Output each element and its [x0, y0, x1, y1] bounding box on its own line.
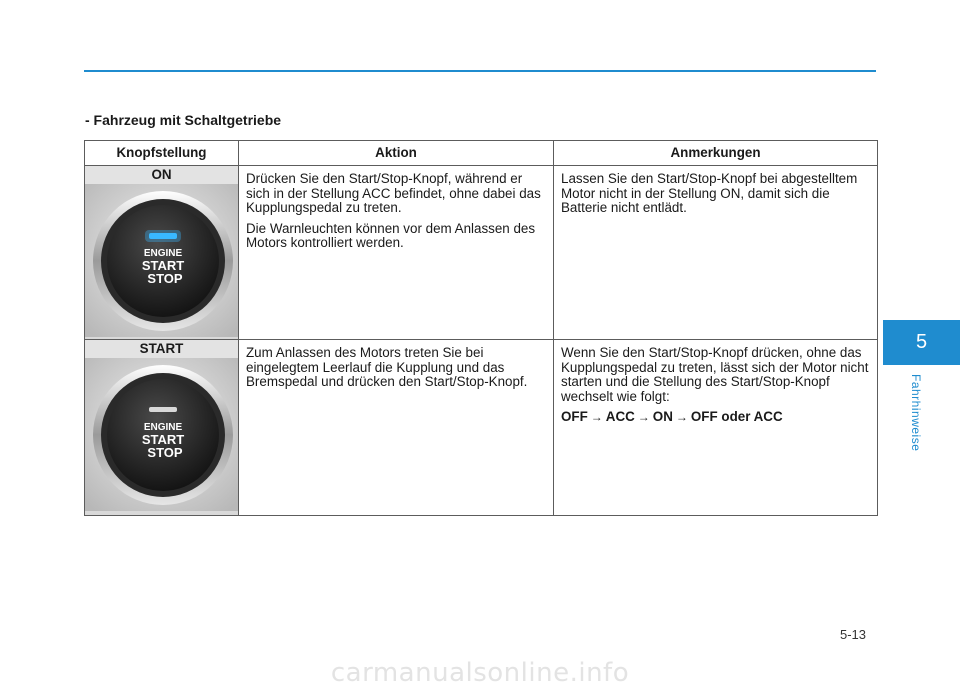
button-text-stop: STOP	[147, 271, 183, 286]
start-stop-button-image	[85, 184, 238, 337]
chapter-label: Fahrhinweise	[909, 374, 923, 452]
action-cell-on	[239, 166, 554, 340]
button-text-start: START	[141, 432, 185, 447]
button-position-table	[84, 140, 878, 516]
header-position: Knopfstellung	[85, 141, 239, 166]
button-text-start: START	[141, 258, 185, 273]
button-text-stop: STOP	[147, 445, 183, 460]
sequence-step: OFF	[561, 409, 588, 424]
header-action: Aktion	[239, 141, 554, 166]
position-cell-on	[85, 166, 239, 340]
position-cell-start	[85, 340, 239, 516]
action-text: Zum Anlassen des Motors treten Sie bei eingelegtem Leerlauf die Kupplung und das Bremspedal und drücken den Start/Stop-Knopf.	[246, 345, 528, 389]
table-header-row	[85, 141, 878, 166]
sequence-step: ON	[652, 409, 673, 424]
start-stop-button-on-icon	[85, 184, 238, 337]
action-text: Drücken Sie den Start/Stop-Knopf, während er sich in der Stellung ACC befindet, ohne dabei das Kupplungspedal zu treten.	[246, 171, 541, 215]
position-label: START	[85, 340, 238, 358]
sequence-step: OFF oder ACC	[690, 409, 783, 424]
notes-text: Lassen Sie den Start/Stop-Knopf bei abgestelltem Motor nicht in der Stellung ON, damit sich die Batterie nicht entlädt.	[561, 171, 858, 215]
action-cell-start	[239, 340, 554, 516]
header-notes: Anmerkungen	[554, 141, 878, 166]
watermark: carmanualsonline.info	[330, 658, 630, 688]
chapter-tab: 5	[883, 320, 960, 365]
table-row	[85, 340, 878, 516]
arrow-right-icon: →	[675, 410, 688, 424]
notes-cell-start	[554, 340, 878, 516]
notes-text: Wenn Sie den Start/Stop-Knopf drücken, ohne das Kupplungspedal zu treten, lässt sich der Motor nicht starten und die Stellung des Start/Stop-Knopf wechselt wie folgt:	[561, 345, 869, 404]
page-number: 5-13	[840, 627, 867, 642]
button-text-engine: ENGINE	[143, 248, 183, 259]
notes-cell-on	[554, 166, 878, 340]
button-text-engine: ENGINE	[143, 422, 183, 433]
position-sequence	[561, 410, 870, 425]
table-row	[85, 166, 878, 340]
arrow-right-icon: →	[590, 410, 603, 424]
action-text: Die Warnleuchten können vor dem Anlassen des Motors kontrolliert werden.	[246, 220, 536, 250]
position-label: ON	[85, 166, 238, 184]
sequence-step: ACC	[605, 409, 635, 424]
arrow-right-icon: →	[637, 410, 650, 424]
start-stop-button-image	[85, 358, 238, 511]
start-stop-button-start-icon	[85, 358, 238, 511]
top-rule	[84, 70, 876, 72]
section-title: - Fahrzeug mit Schaltgetriebe	[85, 112, 282, 128]
